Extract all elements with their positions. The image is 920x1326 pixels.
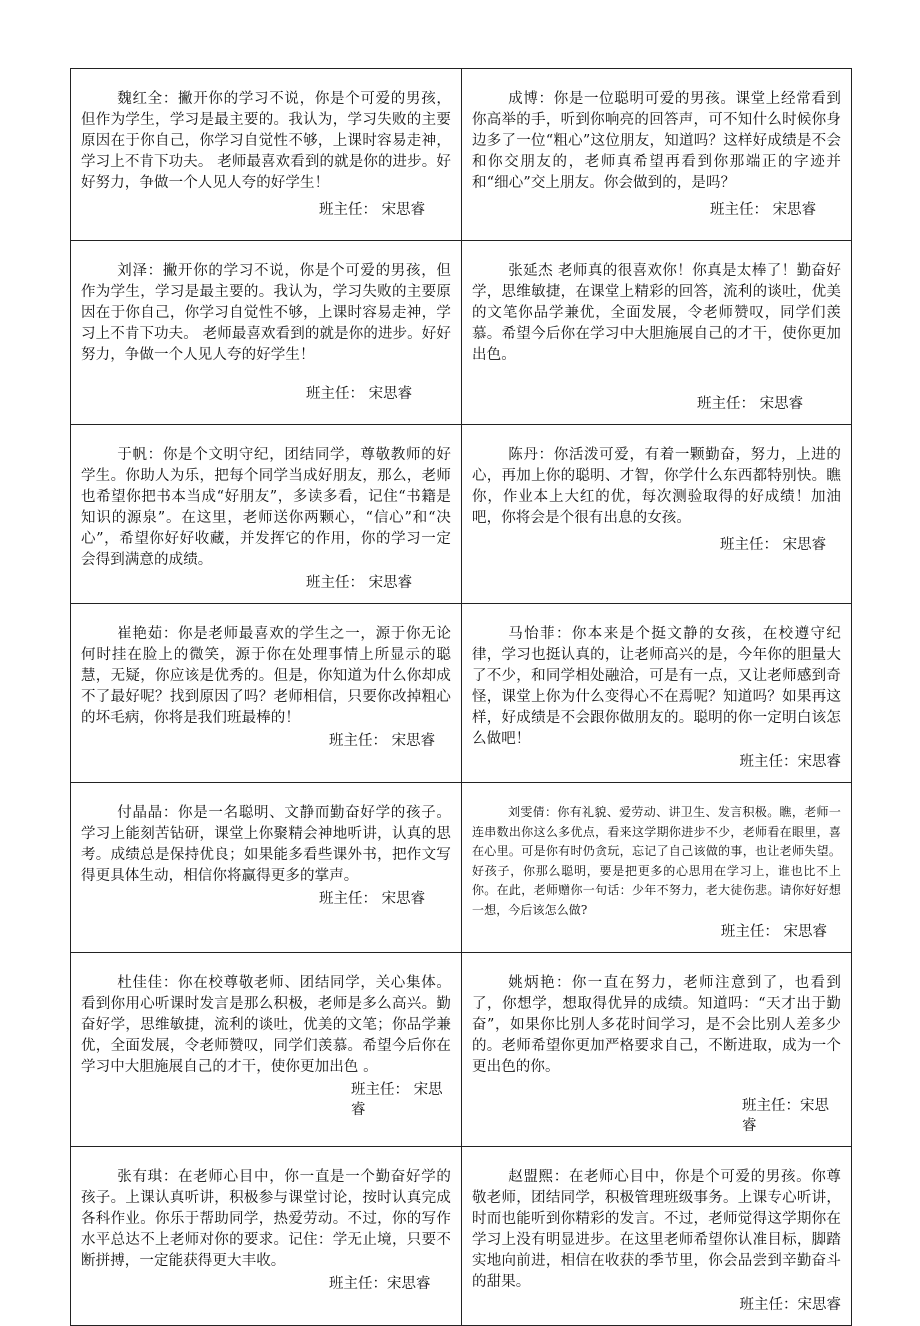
table-row	[71, 783, 852, 953]
comment-cell	[462, 69, 852, 241]
comment-text: 刘雯倩：你有礼貌、爱劳动、讲卫生、发言积极。瞧，老师一连串数出你这么多优点，看来这学期你进步不少，老师看在眼里，喜在心里。可是你有时仍贪玩，忘记了自己该做的事，也让老师失望。好孩子，你那么聪明，要是把更多的心思用在学习上，谁也比不上你。在此，老师赠你一句话：少年不努力，老大徒伤悲。请你好好想一想，今后该怎么做?	[472, 805, 841, 917]
teacher-signature: 班主任： 宋思睿	[306, 575, 413, 591]
comment-text: 陈丹：你活泼可爱，有着一颗勤奋，努力，上进的心，再加上你的聪明、才智，你学什么东西都特别快。瞧你，作业本上大红的优，每次测验取得的好成绩！加油吧，你将会是个很有出息的女孩。	[472, 447, 841, 526]
teacher-signature: 班主任： 宋思睿	[306, 386, 413, 402]
comment-cell	[71, 425, 462, 604]
teacher-signature: 班主任： 宋思睿	[319, 202, 426, 218]
comment-text: 刘泽：撇开你的学习不说，你是个可爱的男孩，但作为学生，学习是最主要的。我认为，学习失败的主要原因在于你自己，你学习自觉性不够，上课时容易走神，学习上不肯下功夫。 老师最喜欢看到的就是你的进步。好好努力，争做一个人见人夸的好学生！	[81, 263, 451, 363]
comment-cell	[462, 425, 852, 604]
table-row	[71, 425, 852, 604]
comment-cell	[462, 953, 852, 1147]
comment-text: 于帆：你是个文明守纪，团结同学，尊敬教师的好学生。你助人为乐，把每个同学当成好朋友，那么，老师也希望你把书本当成“好朋友”，多读多看，记住“书籍是知识的源泉”。在这里，老师送你两颗心，“信心”和“决心”，希望你好好收藏，并发挥它的作用，你的学习一定会得到满意的成绩。	[81, 447, 451, 568]
comment-cell	[71, 69, 462, 241]
comment-cell	[71, 604, 462, 783]
teacher-signature: 班主任： 宋思睿	[720, 537, 827, 553]
comment-cell	[462, 1147, 852, 1326]
teacher-signature: 班主任： 宋思睿	[319, 891, 426, 907]
comment-text: 付晶晶：你是一名聪明、文静而勤奋好学的孩子。学习上能刻苦钻研，课堂上你聚精会神地听讲，认真的思考。成绩总是保持优良；如果能多看些课外书，把作文写得更具体生动，相信你将赢得更多的掌声。	[81, 805, 451, 884]
teacher-signature: 班主任： 宋思睿	[351, 1082, 443, 1118]
comment-cell	[71, 241, 462, 425]
comment-cell	[71, 1147, 462, 1326]
comments-table	[70, 68, 852, 1326]
comment-text: 马怡菲：你本来是个挺文静的女孩，在校遵守纪律，学习也挺认真的，让老师高兴的是，今年你的胆量大了不少，和同学相处融洽，可是有一点，又让老师感到奇怪，课堂上你为什么变得心不在焉呢？知道吗？如果再这样，好成绩是不会跟你做朋友的。聪明的你一定明白该怎么做吧！	[472, 626, 841, 747]
teacher-signature: 班主任： 宋思睿	[697, 396, 804, 412]
teacher-signature: 班主任：宋思睿	[739, 1297, 841, 1313]
teacher-signature: 班主任： 宋思睿	[720, 924, 827, 940]
table-row	[71, 69, 852, 241]
comment-cell	[462, 604, 852, 783]
teacher-signature: 班主任： 宋思睿	[329, 733, 436, 749]
comment-cell	[462, 241, 852, 425]
comment-text: 杜佳佳：你在校尊敬老师、团结同学，关心集体。看到你用心听课时发言是那么积极，老师是多么高兴。勤奋好学，思维敏捷，流利的谈吐，优美的文笔；你品学兼优，全面发展，令老师赞叹，同学们羡慕。希望今后你在学习中大胆施展自己的才干，使你更加出色 。	[81, 975, 451, 1075]
comment-text: 姚炳艳：你一直在努力，老师注意到了，也看到了，你想学，想取得优异的成绩。知道吗：“天才出于勤奋”，如果你比别人多花时间学习，是不会比别人差多少的。老师希望你更加严格要求自己，不断进取，成为一个更出色的你。	[472, 975, 841, 1075]
table-row	[71, 241, 852, 425]
teacher-signature: 班主任：宋思睿	[739, 754, 841, 770]
teacher-signature: 班主任： 宋思睿	[710, 202, 817, 218]
table-row	[71, 953, 852, 1147]
table-row	[71, 604, 852, 783]
table-row	[71, 1147, 852, 1326]
teacher-signature: 班主任：宋思睿	[329, 1276, 431, 1292]
comment-text: 赵盟熙：在老师心目中，你是个可爱的男孩。你尊敬老师，团结同学，积极管理班级事务。上课专心听讲，时而也能听到你精彩的发言。不过，老师觉得这学期你在学习上没有明显进步。在这里老师希望你认准目标，脚踏实地向前进，相信在收获的季节里，你会品尝到辛勤奋斗的甜果。	[472, 1169, 841, 1290]
comment-text: 成博：你是一位聪明可爱的男孩。课堂上经常看到你高举的手，听到你响亮的回答声，可不知什么时候你身边多了一位“粗心”这位朋友，知道吗？这样好成绩是不会和你交朋友的，老师真希望再看到你那端正的字迹并和“细心”交上朋友。你会做到的，是吗？	[472, 91, 841, 191]
comment-text: 魏红全：撇开你的学习不说，你是个可爱的男孩，但作为学生，学习是最主要的。我认为，学习失败的主要原因在于你自己，你学习自觉性不够，上课时容易走神，学习上不肯下功夫。 老师最喜欢看到的就是你的进步。好好努力，争做一个人见人夸的好学生！	[81, 91, 451, 191]
comment-cell	[462, 783, 852, 953]
comment-cell	[71, 783, 462, 953]
comment-text: 张有琪：在老师心目中，你一直是一个勤奋好学的孩子。上课认真听讲，积极参与课堂讨论，按时认真完成各科作业。你乐于帮助同学，热爱劳动。不过，你的写作水平总达不上老师对你的要求。记住：学无止境，只要不断拼搏，一定能获得更大丰收。	[81, 1169, 451, 1269]
teacher-signature: 班主任：宋思睿	[742, 1098, 829, 1134]
comment-cell	[71, 953, 462, 1147]
comment-text: 崔艳茹：你是老师最喜欢的学生之一，源于你无论何时挂在脸上的微笑，源于你在处理事情上所显示的聪慧，无疑，你应该是优秀的。但是，你知道为什么你却成不了最好呢？找到原因了吗？老师相信，只要你改掉粗心的坏毛病，你将是我们班最棒的！	[81, 626, 451, 726]
comment-text: 张延杰 老师真的很喜欢你！你真是太棒了！勤奋好学，思维敏捷，在课堂上精彩的回答，流利的谈吐，优美的文笔你品学兼优，全面发展，令老师赞叹，同学们羡慕。希望今后你在学习中大胆施展自己的才干，使你更加出色。	[472, 263, 841, 363]
